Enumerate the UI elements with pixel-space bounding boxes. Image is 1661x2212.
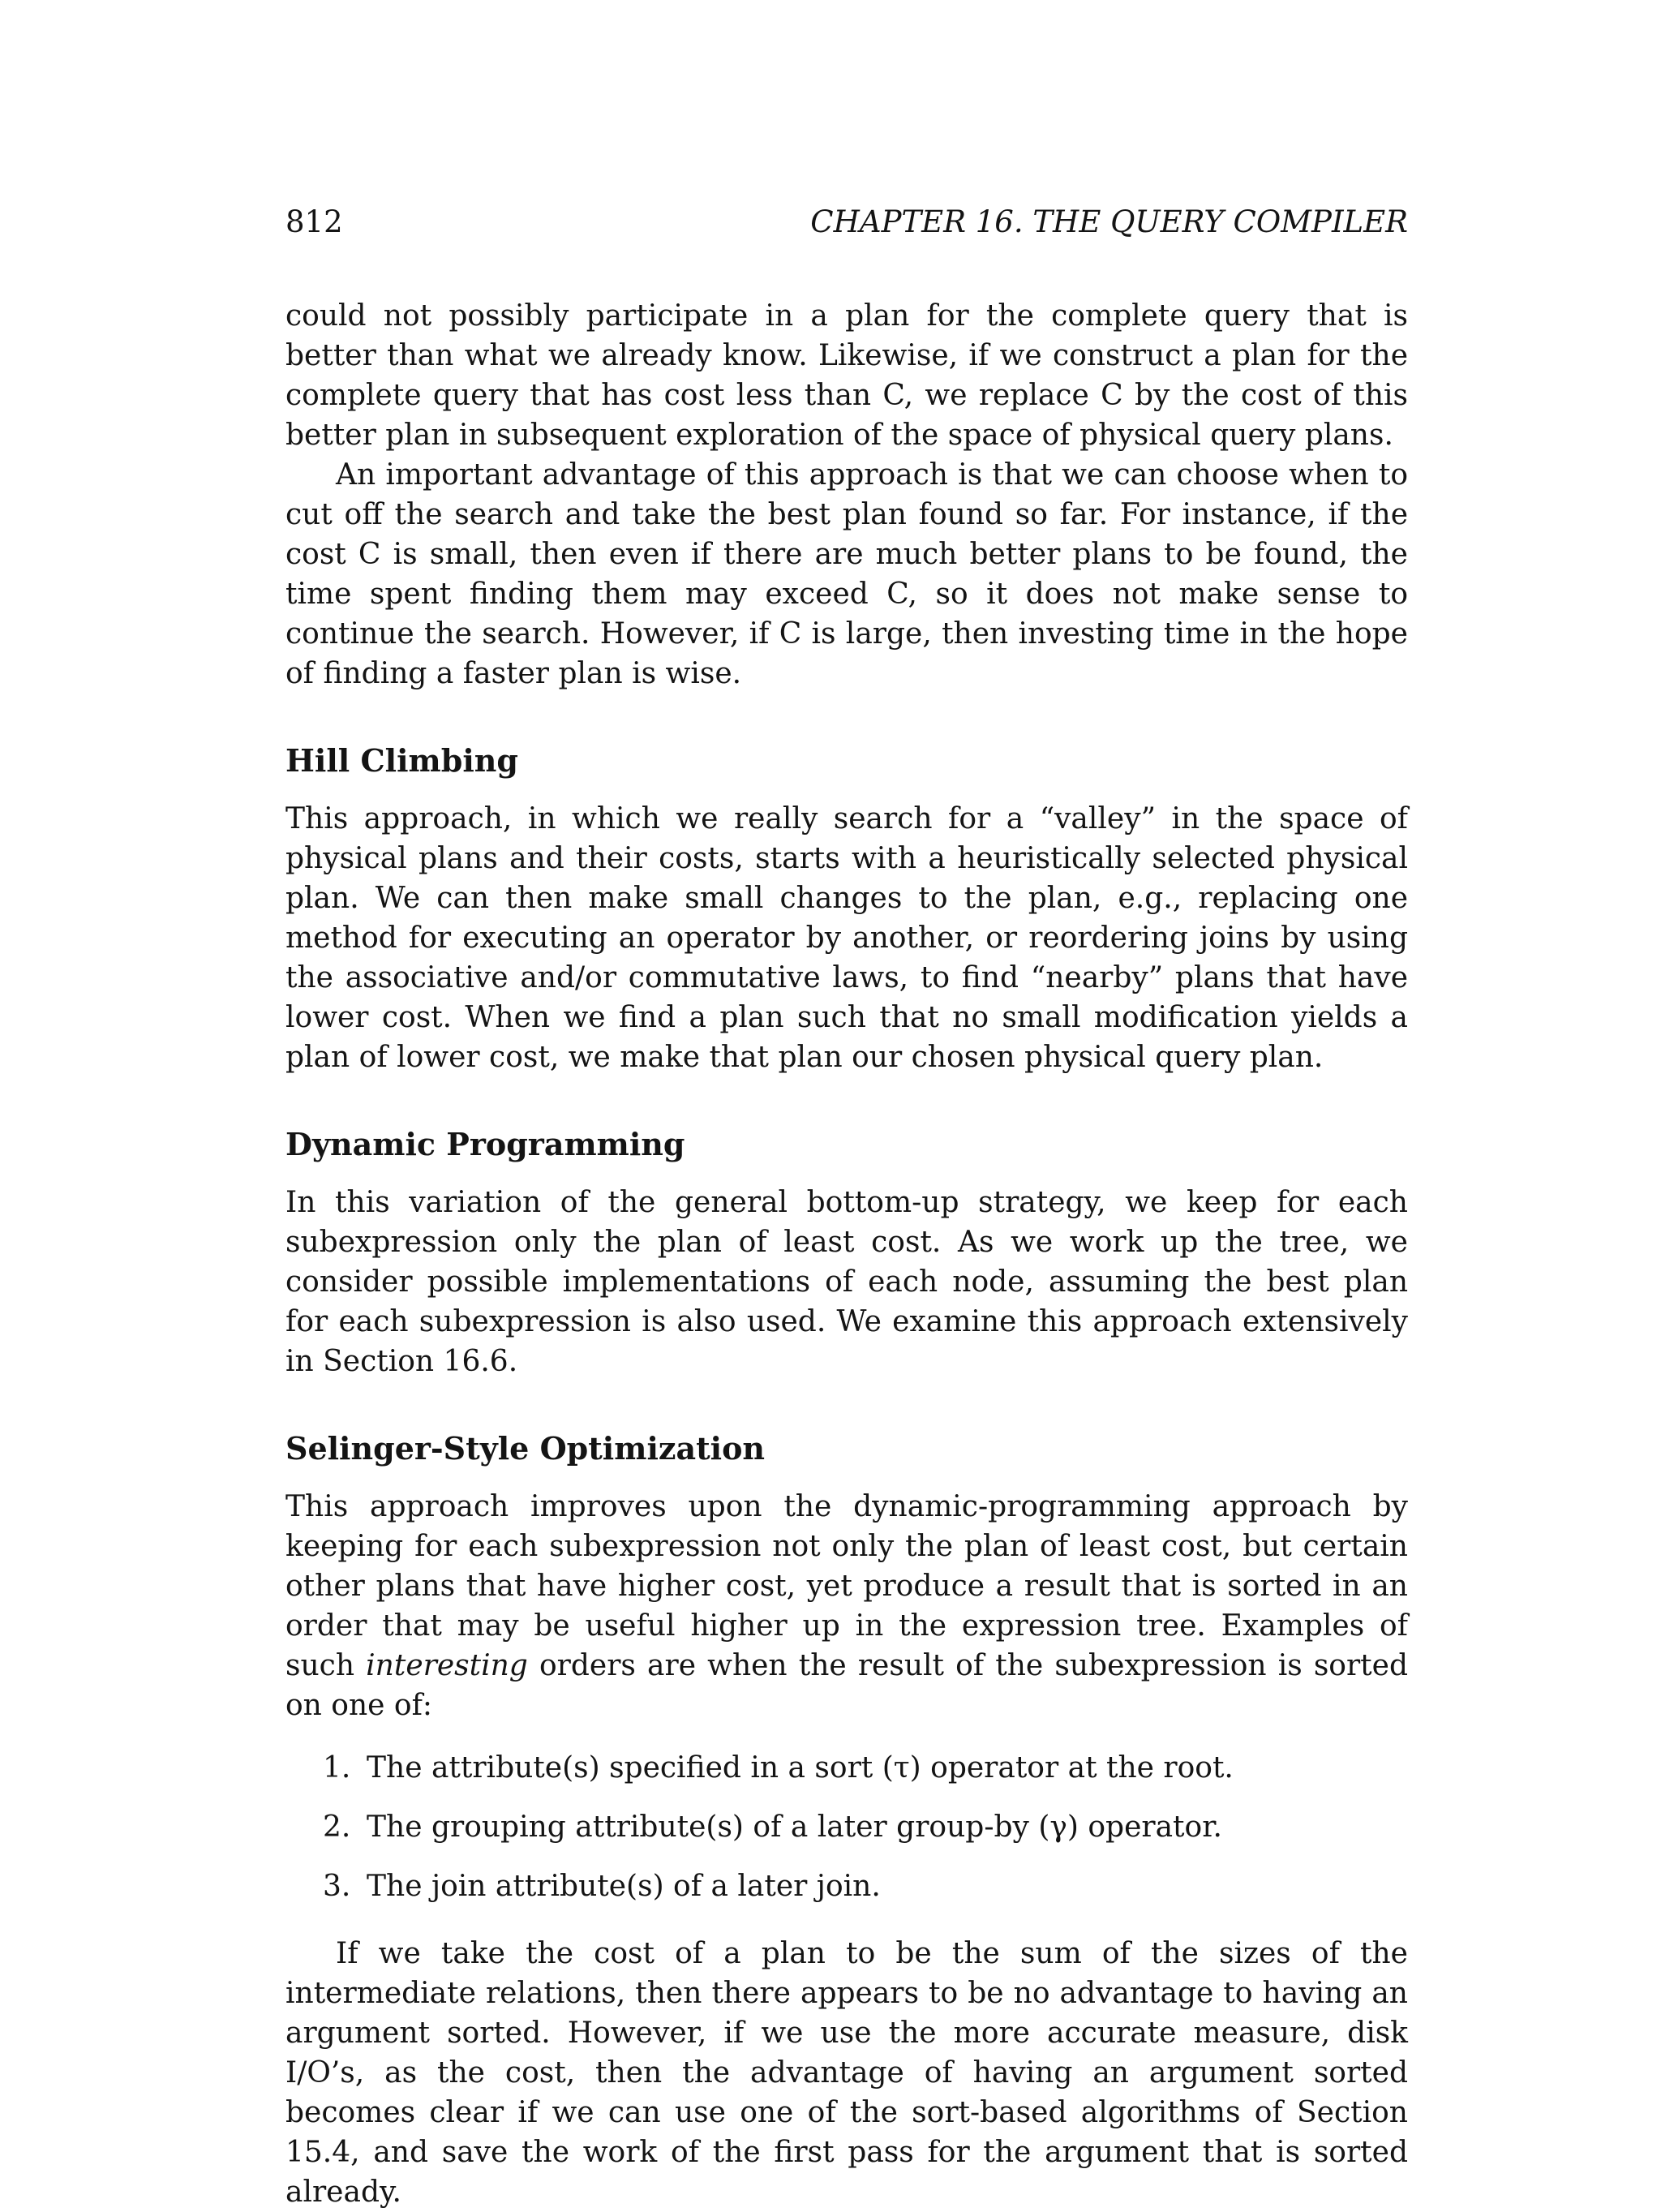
selinger-text-before: This approach improves upon the dynamic-programming approach by keeping for each subexpression not only the plan of least cost, but certain other plans that have higher cost, yet produce a result that is sorted in an order that may be useful higher up in the expression tree. Examples of such: [285, 1490, 1408, 1682]
paragraph-dynamic-programming: In this variation of the general bottom-up strategy, we keep for each subexpression only the plan of least cost. As we work up the tree, we consider possible implementations of each node, assuming the best plan for each subexpression is also used. We examine this approach extensively in Section 16.6.: [285, 1186, 1408, 1378]
paragraph-hill-climbing: This approach, in which we really search for a “valley” in the space of physical plans and their costs, starts with a heuristically selected physical plan. We can then make small changes to the plan, e.g., replacing one method for executing an operator by another, or reordering joins by using the associative and/or commutative laws, to find “nearby” plans that have lower cost. When we find a plan such that no small modification yields a plan of lower cost, we make that plan our chosen physical query plan.: [285, 802, 1408, 1074]
heading-hill-climbing: Hill Climbing: [285, 742, 518, 779]
paragraph-selinger: [285, 1487, 1408, 1725]
interesting-orders-list: [285, 1748, 1408, 1906]
chapter-title: CHAPTER 16. THE QUERY COMPILER: [810, 204, 1408, 239]
page-body: [285, 296, 1408, 2212]
list-item-number: 3.: [323, 1870, 351, 1903]
paragraph-continued: could not possibly participate in a plan for the complete query that is better than what we already know. Likewise, if we construct a plan for the complete query that has cost less than C, we replace C by the cost of this better plan in subsequent exploration of the space of physical query plans.: [285, 299, 1408, 452]
paragraph-closing: If we take the cost of a plan to be the sum of the sizes of the intermediate relations, then there appears to be no advantage to having an argument sorted. However, if we use the more accurate measure, disk I/O’s, as the cost, then the advantage of having an argument sorted becomes clear if we can use one of the sort-based algorithms of Section 15.4, and save the work of the first pass for the argument that is sorted already.: [285, 1937, 1408, 2209]
emphasis-interesting: interesting: [366, 1649, 528, 1682]
heading-selinger: Selinger-Style Optimization: [285, 1430, 766, 1467]
list-item-number: 2.: [323, 1810, 351, 1844]
list-item: [285, 1748, 1408, 1788]
list-item-text: The attribute(s) specified in a sort (τ) operator at the root.: [367, 1751, 1234, 1785]
heading-dynamic-programming: Dynamic Programming: [285, 1126, 685, 1162]
paragraph-advantage: An important advantage of this approach is that we can choose when to cut off the search and take the best plan found so far. For instance, if the cost C is small, then even if there are much better plans to be found, the time spent finding them may exceed C, so it does not make sense to continue the search. However, if C is large, then investing time in the hope of finding a faster plan is wise.: [285, 458, 1408, 690]
selinger-text-after: orders are when the result of the subexpression is sorted on one of:: [285, 1649, 1408, 1722]
running-header: [285, 204, 1408, 245]
list-item: [285, 1866, 1408, 1906]
list-item-text: The grouping attribute(s) of a later group-by (γ) operator.: [367, 1810, 1222, 1844]
page-number: 812: [285, 204, 343, 239]
list-item: [285, 1807, 1408, 1847]
list-item-text: The join attribute(s) of a later join.: [367, 1870, 881, 1903]
list-item-number: 1.: [323, 1751, 351, 1785]
